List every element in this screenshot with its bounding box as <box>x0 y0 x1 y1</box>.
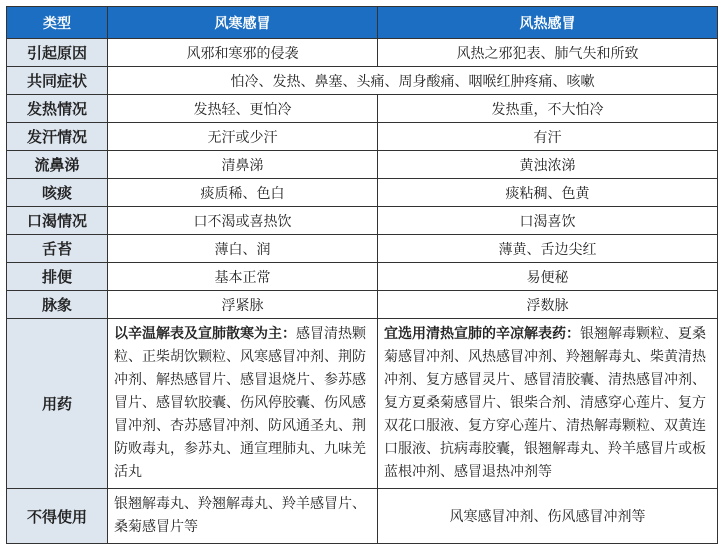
table-row <box>7 263 718 291</box>
table-row <box>7 207 718 235</box>
cold-cell: 发热轻、更怕冷 <box>108 95 378 123</box>
common-cell: 怕冷、发热、鼻塞、头痛、周身酸痛、咽喉红肿疼痛、咳嗽 <box>108 67 718 95</box>
table-row <box>7 235 718 263</box>
heat-cell: 薄黄、舌边尖红 <box>378 235 718 263</box>
header-wind-cold: 风寒感冒 <box>108 7 378 39</box>
heat-cell: 有汗 <box>378 123 718 151</box>
cold-cell: 痰质稀、色白 <box>108 179 378 207</box>
header-row <box>7 7 718 39</box>
cold-medicine-cell <box>108 319 378 489</box>
heat-cell: 口渴喜饮 <box>378 207 718 235</box>
cold-cell: 薄白、润 <box>108 235 378 263</box>
table-row <box>7 123 718 151</box>
heat-medicine-list: 银翘解毒颗粒、夏桑菊感冒冲剂、风热感冒冲剂、羚翘解毒丸、柴黄清热冲剂、复方感冒灵片、感冒清胶囊、清热感冒冲剂、复方夏桑菊感冒片、银柴合剂、清感穿心莲片、复方双花口服液、复方穿心莲片、清热解毒颗粒、双黄连口服液、抗病毒胶囊，银翘解毒丸、羚羊感冒片或板蓝根冲剂、感冒退热冲剂等 <box>384 326 706 480</box>
row-label: 共同症状 <box>7 67 108 95</box>
table-row <box>7 291 718 319</box>
table-row <box>7 39 718 67</box>
heat-cell: 浮数脉 <box>378 291 718 319</box>
cold-cell: 风邪和寒邪的侵袭 <box>108 39 378 67</box>
cold-comparison-table <box>6 6 718 544</box>
row-label: 流鼻涕 <box>7 151 108 179</box>
heat-cell: 易便秘 <box>378 263 718 291</box>
medicine-row <box>7 319 718 489</box>
table-row <box>7 67 718 95</box>
heat-medicine-lead: 宜选用清热宣肺的辛凉解表药： <box>384 326 580 342</box>
header-type: 类型 <box>7 7 108 39</box>
avoid-row <box>7 489 718 544</box>
row-label: 引起原因 <box>7 39 108 67</box>
row-label: 不得使用 <box>7 489 108 544</box>
heat-avoid-cell: 风寒感冒冲剂、伤风感冒冲剂等 <box>378 489 718 544</box>
table-row <box>7 95 718 123</box>
cold-avoid-cell: 银翘解毒丸、羚翘解毒丸、羚羊感冒片、桑菊感冒片等 <box>108 489 378 544</box>
heat-cell: 黄浊浓涕 <box>378 151 718 179</box>
heat-medicine-cell <box>378 319 718 489</box>
row-label: 咳痰 <box>7 179 108 207</box>
cold-cell: 清鼻涕 <box>108 151 378 179</box>
cold-cell: 浮紧脉 <box>108 291 378 319</box>
row-label: 发热情况 <box>7 95 108 123</box>
cold-cell: 口不渴或喜热饮 <box>108 207 378 235</box>
cold-cell: 基本正常 <box>108 263 378 291</box>
table-row <box>7 179 718 207</box>
header-wind-heat: 风热感冒 <box>378 7 718 39</box>
table-row <box>7 151 718 179</box>
heat-cell: 风热之邪犯表、肺气失和所致 <box>378 39 718 67</box>
heat-cell: 痰粘稠、色黄 <box>378 179 718 207</box>
heat-cell: 发热重，不大怕冷 <box>378 95 718 123</box>
row-label: 排便 <box>7 263 108 291</box>
row-label: 发汗情况 <box>7 123 108 151</box>
row-label: 舌苔 <box>7 235 108 263</box>
cold-medicine-lead: 以辛温解表及宣肺散寒为主： <box>114 326 296 342</box>
cold-medicine-list: 感冒清热颗粒、正柴胡饮颗粒、风寒感冒冲剂、荆防冲剂、解热感冒片、感冒退烧片、参苏感冒片、感冒软胶囊、伤风停胶囊、伤风感冒冲剂、杏苏感冒冲剂、防风通圣丸、荆防败毒丸，参苏丸、通宣理肺丸、九味羌活丸 <box>114 326 366 480</box>
cold-cell: 无汗或少汗 <box>108 123 378 151</box>
row-label: 口渴情况 <box>7 207 108 235</box>
row-label: 脉象 <box>7 291 108 319</box>
row-label: 用药 <box>7 319 108 489</box>
